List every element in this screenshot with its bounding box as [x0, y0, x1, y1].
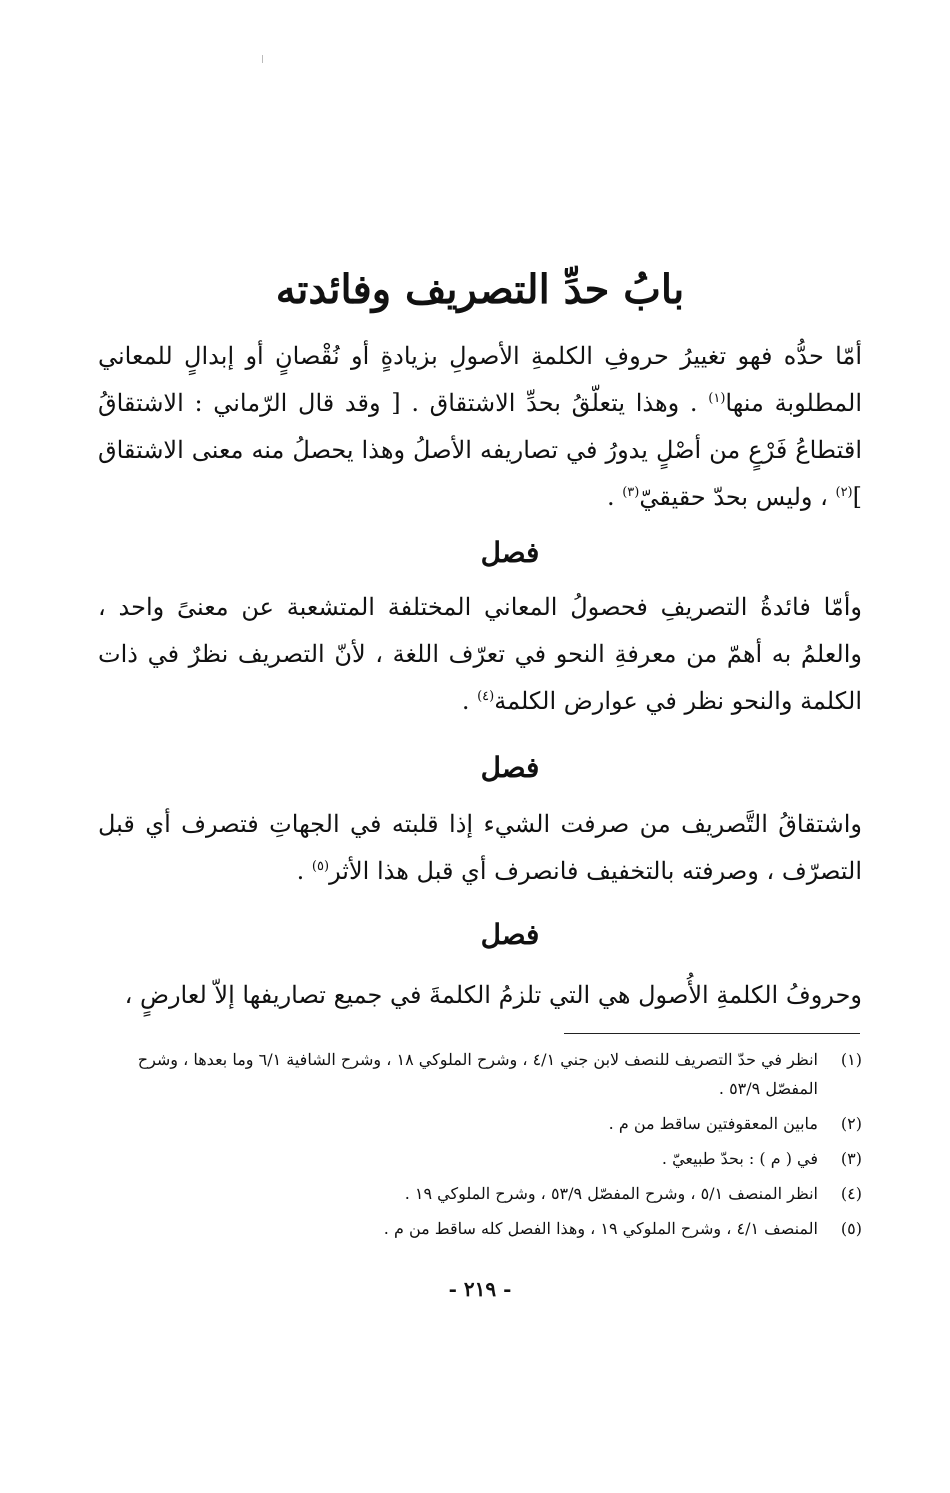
- scan-mark: [262, 55, 263, 63]
- footnote-ref-5: (٥): [311, 859, 330, 874]
- section-3-text: وحروفُ الكلمةِ الأُصول هي التي تلزمُ الكلمةَ في جميع تصاريفها إلاّ لعارضٍ ،: [124, 981, 862, 1009]
- footnote-3: [98, 1144, 862, 1173]
- chapter-title: بابُ حدِّ التصريف وفائدته: [275, 266, 685, 313]
- section-2-text: واشتقاقُ التَّصريف من صرفت الشيء إذا قلبته في الجهاتِ فتصرف أي قبل التصرّف ، وصرفته بالتخفيف فانصرف أي قبل هذا الأثر: [98, 810, 862, 885]
- section-3-paragraph: [98, 972, 862, 1019]
- footnote-number: (٤): [840, 1184, 862, 1203]
- footnote-ref-2: (٢): [835, 485, 853, 500]
- intro-paragraph: [98, 333, 862, 521]
- footnote-2: [98, 1109, 862, 1138]
- section-heading-2: فصل: [480, 751, 540, 784]
- footnote-text: انظر المنصف ٥/١ ، وشرح المفصّل ٥٣/٩ ، وشرح الملوكي ١٩ .: [404, 1184, 818, 1203]
- footnote-number: (١): [840, 1050, 862, 1069]
- section-heading-1: فصل: [480, 536, 540, 569]
- section-1-text: وأمّا فائدةُ التصريفِ فحصولُ المعاني المختلفة المتشعبة عن معنىً واحد ، والعلمُ به أهمّ من معرفةِ النحو في تعرّف اللغة ، لأنّ التصريف نظرٌ في ذات الكلمة والنحو نظر في عوارض الكلمة: [98, 593, 862, 715]
- section-2-paragraph: [98, 801, 862, 895]
- intro-text-3: ، وليس بحدّ حقيقيّ: [639, 483, 836, 511]
- page-number: - ٢١٩ -: [448, 1277, 512, 1301]
- footnotes: [98, 1045, 862, 1249]
- footnote-5: [98, 1214, 862, 1243]
- footnote-separator: [564, 1033, 860, 1034]
- footnote-number: (٥): [840, 1219, 862, 1238]
- intro-text-2: . وهذا يتعلّقُ بحدِّ الاشتقاق . [ وقد قال الرّماني : الاشتقاقُ اقتطاعُ فَرْعٍ من أصْلٍ يدورُ في تصاريفه الأصلُ وهذا يحصلُ منه معنى الاشتقاق ]: [98, 389, 862, 511]
- footnote-number: (٢): [840, 1114, 862, 1133]
- footnote-text: المنصف ٤/١ ، وشرح الملوكي ١٩ ، وهذا الفصل كله ساقط من م .: [383, 1219, 818, 1238]
- footnote-ref-3: (٣): [622, 485, 640, 500]
- footnote-text: في ( م ) : بحدّ طبيعيّ .: [661, 1149, 818, 1168]
- section-1-end: .: [461, 687, 478, 715]
- section-heading-3: فصل: [480, 918, 540, 951]
- footnote-1: [98, 1045, 862, 1103]
- footnote-ref-1: (١): [708, 391, 726, 406]
- footnote-ref-4: (٤): [477, 689, 495, 704]
- intro-text-4: .: [606, 483, 623, 511]
- section-2-end: .: [296, 857, 312, 885]
- footnote-text: مابين المعقوفتين ساقط من م .: [608, 1114, 818, 1133]
- footnote-number: (٣): [840, 1149, 862, 1168]
- footnote-text: انظر في حدّ التصريف للنصف لابن جني ٤/١ ، وشرح الملوكي ١٨ ، وشرح الشافية ٦/١ وما بعدها ، وشرح المفصّل ٥٣/٩ .: [137, 1050, 818, 1098]
- section-1-paragraph: [98, 584, 862, 725]
- footnote-4: [98, 1179, 862, 1208]
- intro-text: أمّا حدُّه فهو تغييرُ حروفِ الكلمةِ الأصولِ بزيادةٍ أو نُقْصانٍ أو إبدالٍ للمعاني المطلوبة منها: [98, 342, 863, 417]
